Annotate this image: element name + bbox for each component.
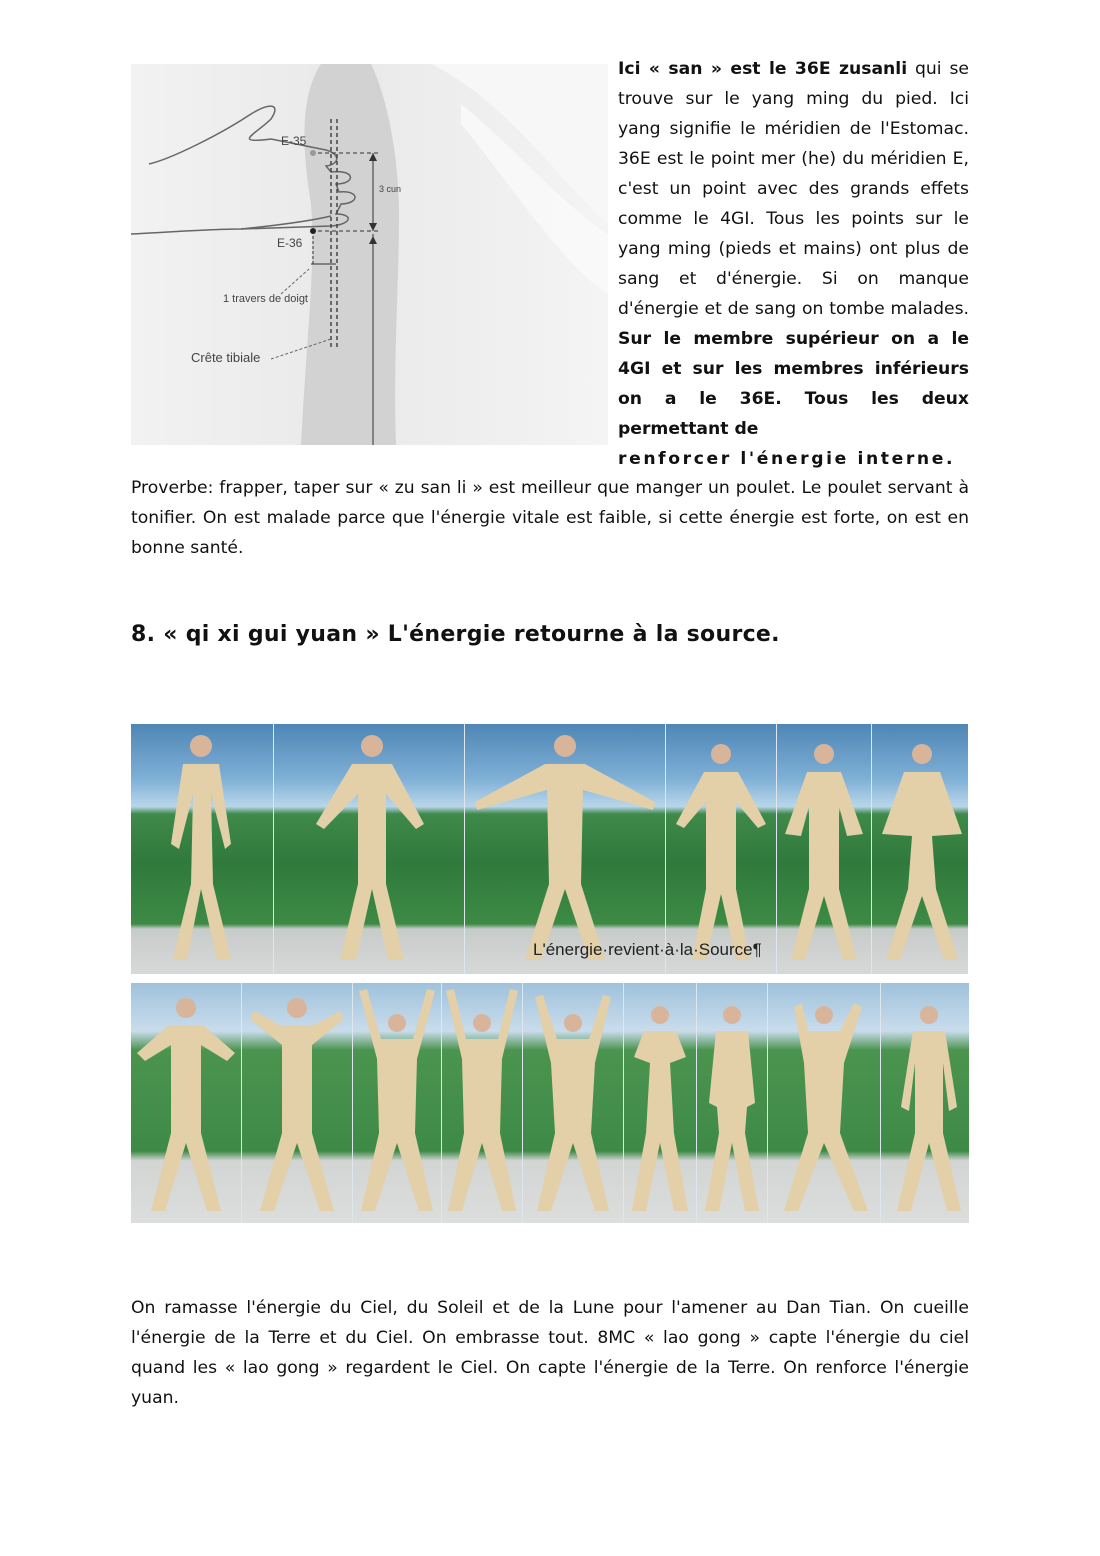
zusanli-bold-members: Sur le membre supérieur on a le 4GI et sur les membres inférieurs on a le 36E. Tous les deux permettant de — [618, 329, 969, 439]
label-tibial-crest: Crête tibiale — [191, 350, 261, 365]
section-heading: 8. « qi xi gui yuan » L'énergie retourne à la source. — [131, 622, 780, 647]
pose-photo — [624, 983, 697, 1223]
zusanli-bold-intro: Ici « san » est le 36E zusanli — [618, 59, 908, 79]
knee-acupoint-figure — [131, 64, 608, 445]
zusanli-paragraph — [618, 54, 969, 474]
zusanli-bold-energy: renforcer l'énergie interne. — [618, 449, 956, 469]
pose-photo — [697, 983, 768, 1223]
photo-strip-caption: L'énergie·revient·à·la·Source¶ — [533, 940, 762, 959]
pose-photo — [768, 983, 881, 1223]
pose-photo — [465, 724, 666, 974]
pose-photo — [523, 983, 624, 1223]
photo-strip-bottom — [131, 983, 969, 1223]
knee-illustration — [131, 64, 608, 445]
pose-photo — [242, 983, 353, 1223]
pose-photo — [353, 983, 442, 1223]
label-finger-width: 1 travers de doigt — [223, 293, 308, 305]
pose-photo — [131, 724, 274, 974]
pose-photo — [872, 724, 968, 974]
pose-photo — [881, 983, 969, 1223]
zusanli-description: qui se trouve sur le yang ming du pied. Ici yang signifie le méridien de l'Estomac. 36E est le point mer (he) du méridien E, c'est un point avec des grands effets comme le 4GI. Tous les points sur le yang ming (pieds et mains) ont plus de sang et d'énergie. Si on manque d'énergie et de sang on tombe malades. — [618, 59, 969, 319]
pose-photo — [442, 983, 523, 1223]
proverb-paragraph: Proverbe: frapper, taper sur « zu san li » est meilleur que manger un poulet. Le poulet servant à tonifier. On est malade parce que l'énergie vitale est faible, si cette énergie est forte, on est en bonne santé. — [131, 478, 969, 558]
pose-photo — [666, 724, 777, 974]
label-3-cun: 3 cun — [379, 184, 402, 194]
pose-photo — [131, 983, 242, 1223]
pose-photo — [777, 724, 872, 974]
photo-strip-top — [131, 724, 968, 974]
label-e36: E-36 — [277, 236, 303, 250]
closing-paragraph: On ramasse l'énergie du Ciel, du Soleil et de la Lune pour l'amener au Dan Tian. On cueille l'énergie de la Terre et du Ciel. On embrasse tout. 8MC « lao gong » capte l'énergie du ciel quand les « lao gong » regardent le Ciel. On capte l'énergie de la Terre. On renforce l'énergie yuan. — [131, 1298, 969, 1408]
pose-photo — [274, 724, 465, 974]
label-e35: E-35 — [281, 134, 307, 148]
